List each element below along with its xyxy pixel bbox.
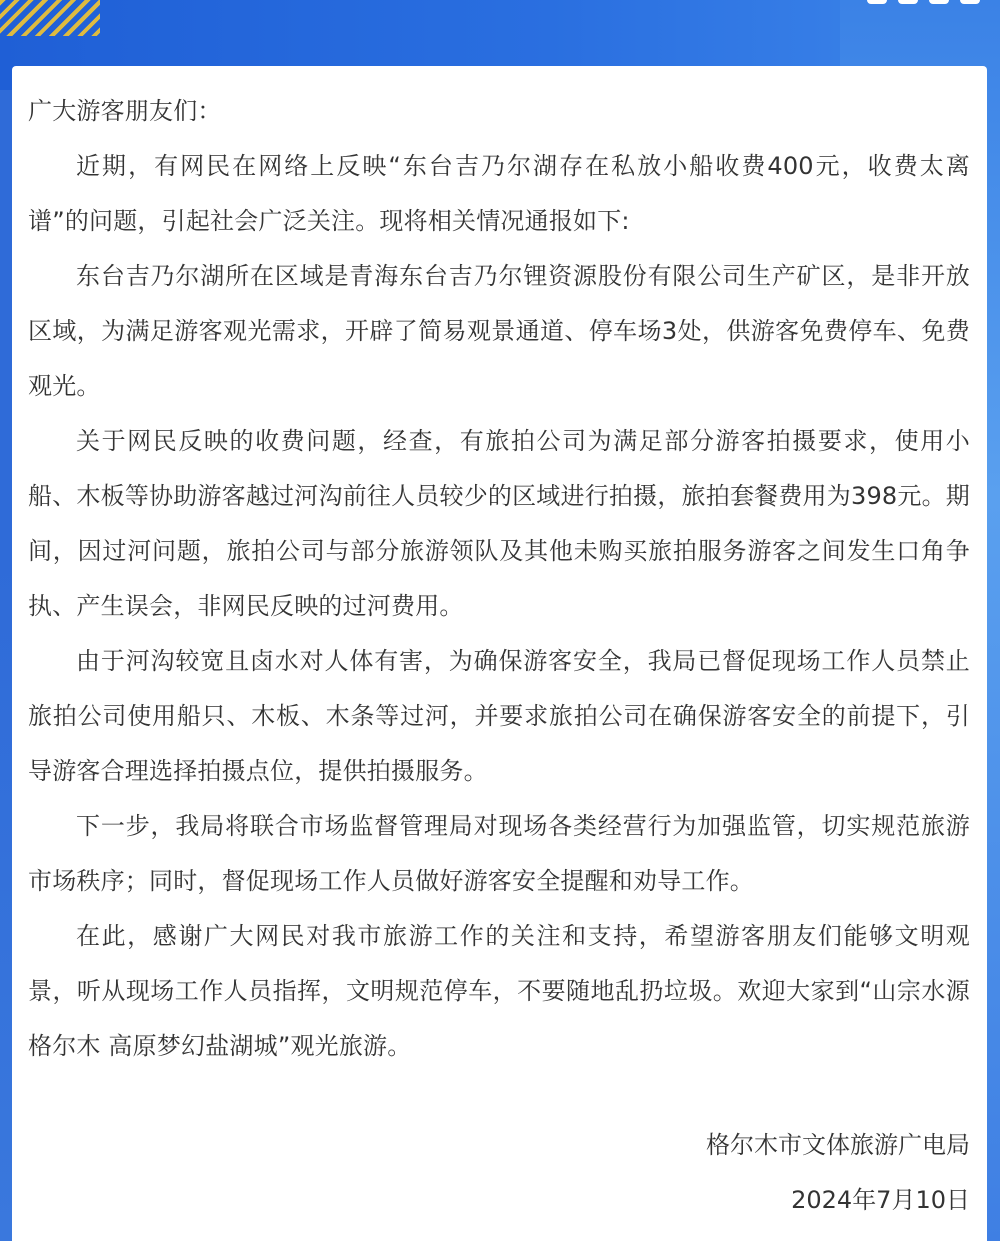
notice-body (28, 84, 970, 1074)
decorative-dot (867, 0, 887, 4)
decorative-stripes (0, 0, 100, 36)
decorative-dot (929, 0, 949, 4)
paragraph-3: 关于网民反映的收费问题，经查，有旅拍公司为满足部分游客拍摄要求，使用小船、木板等协助游客越过河沟前往人员较少的区域进行拍摄，旅拍套餐费用为398元。期间，因过河问题，旅拍公司与部分旅游领队及其他未购买旅拍服务游客之间发生口角争执、产生误会，非网民反映的过河费用。 (28, 427, 970, 620)
paragraph-1: 近期，有网民在网络上反映“东台吉乃尔湖存在私放小船收费400元，收费太离谱”的问题，引起社会广泛关注。现将相关情况通报如下: (28, 152, 970, 235)
decorative-dot (898, 0, 918, 4)
signature-block (706, 1118, 970, 1228)
decorative-dot (960, 0, 980, 4)
paragraph-2: 东台吉乃尔湖所在区域是青海东台吉乃尔锂资源股份有限公司生产矿区，是非开放区域，为满足游客观光需求，开辟了简易观景通道、停车场3处，供游客免费停车、免费观光。 (28, 262, 970, 400)
salutation: 广大游客朋友们： (28, 97, 222, 125)
decorative-dots (867, 0, 980, 4)
paragraph-5: 下一步，我局将联合市场监督管理局对现场各类经营行为加强监管，切实规范旅游市场秩序；同时，督促现场工作人员做好游客安全提醒和劝导工作。 (28, 812, 970, 895)
paragraph-6: 在此，感谢广大网民对我市旅游工作的关注和支持，希望游客朋友们能够文明观景，听从现场工作人员指挥，文明规范停车，不要随地乱扔垃圾。欢迎大家到“山宗水源格尔木 高原梦幻盐湖城”观光旅游。 (28, 922, 970, 1060)
paragraph-4: 由于河沟较宽且卤水对人体有害，为确保游客安全，我局已督促现场工作人员禁止旅拍公司使用船只、木板、木条等过河，并要求旅拍公司在确保游客安全的前提下，引导游客合理选择拍摄点位，提供拍摄服务。 (28, 647, 970, 785)
issue-date: 2024年7月10日 (791, 1186, 970, 1214)
issuer-name: 格尔木市文体旅游广电局 (706, 1131, 970, 1159)
